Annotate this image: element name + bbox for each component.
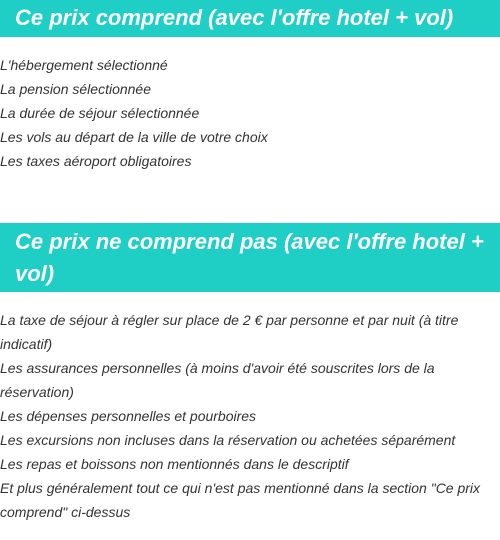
list-item: Et plus généralement tout ce qui n'est pas mentionné dans la section "Ce prix comprend" ci-dessus [0,480,481,520]
list-item: Les vols au départ de la ville de votre choix [0,129,268,145]
list-item: L'hébergement sélectionné [0,57,168,73]
excluded-section-title: Ce prix ne comprend pas (avec l'offre hotel + vol) [0,223,500,292]
list-item: Les taxes aéroport obligatoires [0,153,192,169]
list-item: La durée de séjour sélectionnée [0,105,200,121]
excluded-items-list [0,308,496,524]
included-section-title: Ce prix comprend (avec l'offre hotel + vol) [0,0,500,37]
list-item: La pension sélectionnée [0,81,152,97]
list-item: Les assurances personnelles (à moins d'avoir été souscrites lors de la réservation) [0,360,435,400]
included-items-list [0,53,496,173]
list-item: Les dépenses personnelles et pourboires [0,408,257,424]
list-item: Les excursions non incluses dans la réservation ou achetées séparément [0,432,456,448]
list-item: Les repas et boissons non mentionnés dans le descriptif [0,456,349,472]
list-item: La taxe de séjour à régler sur place de 2 € par personne et par nuit (à titre indicatif) [0,312,459,352]
